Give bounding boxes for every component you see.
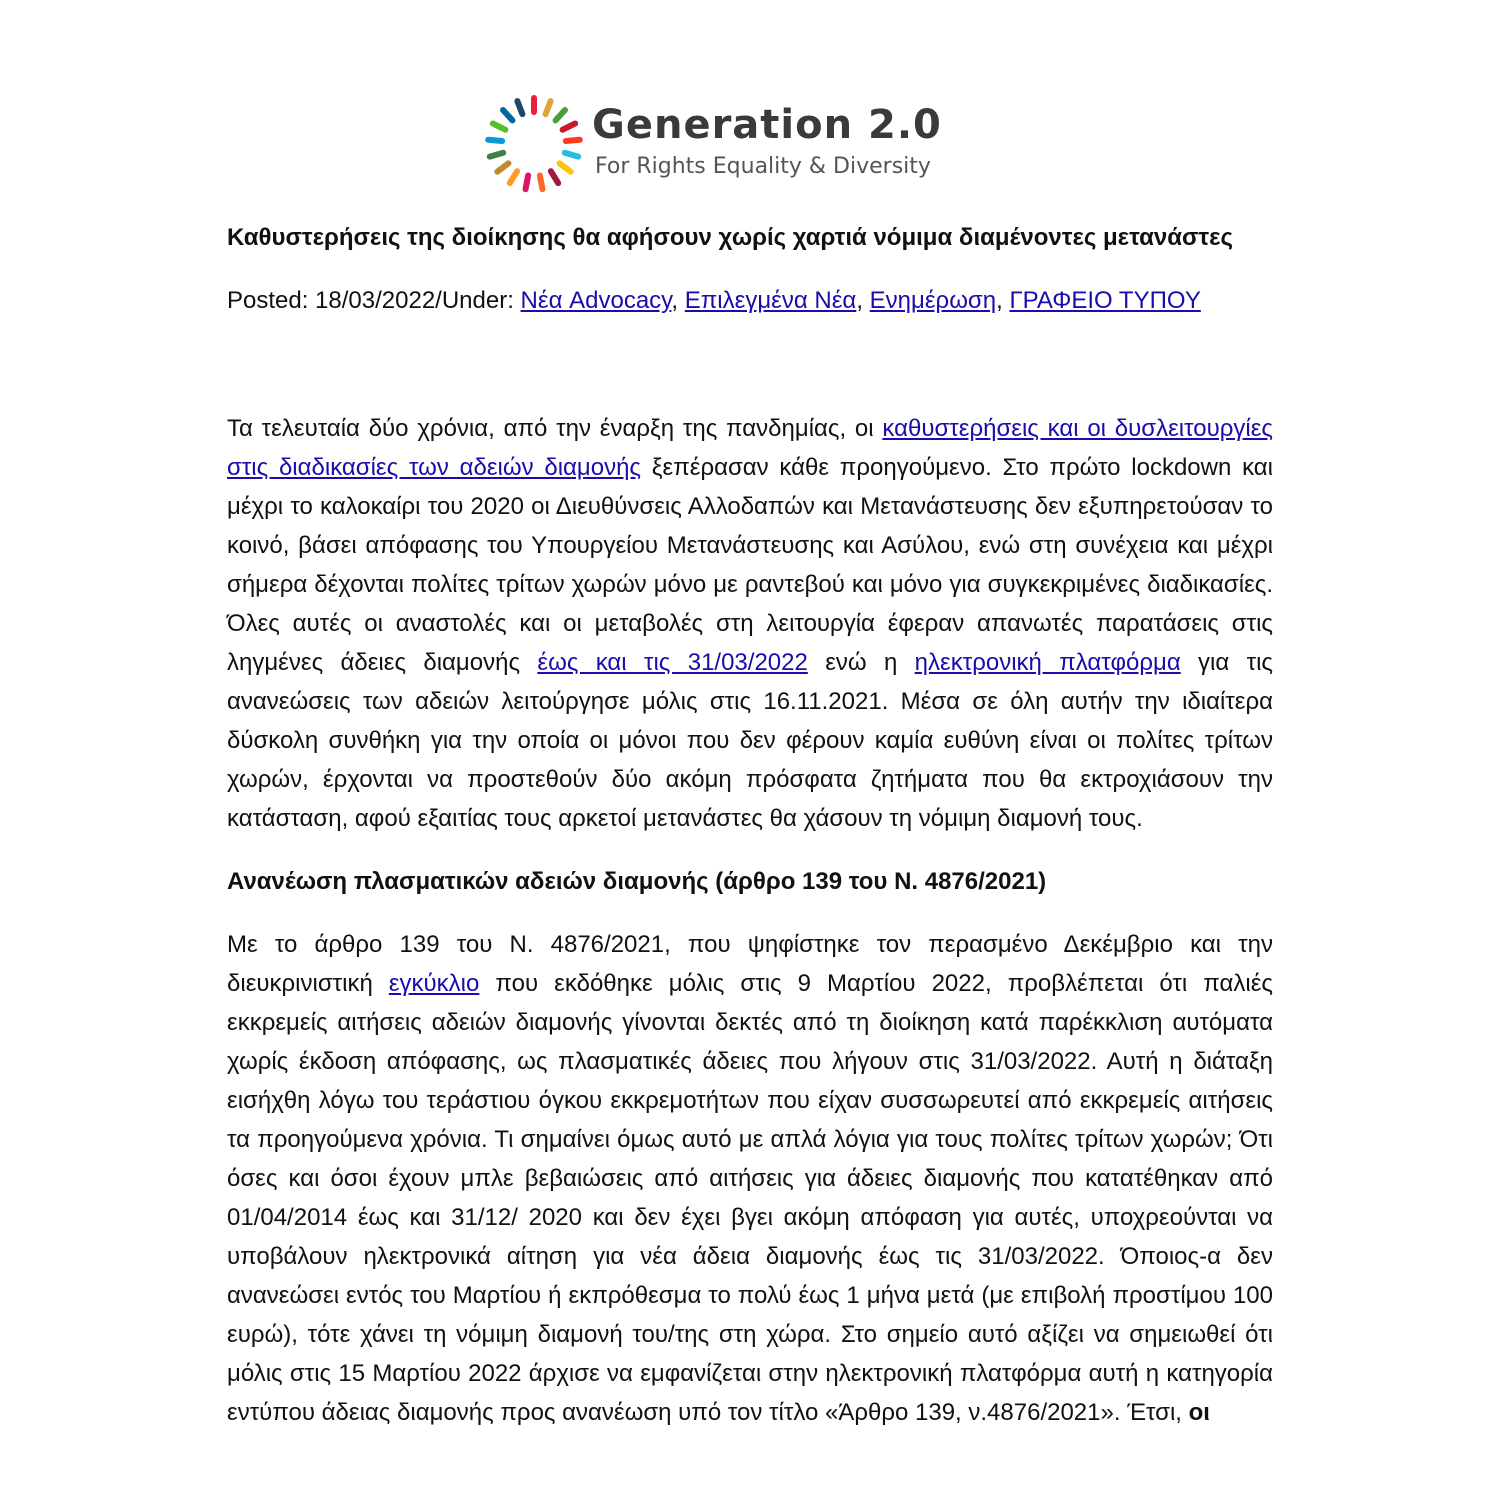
paragraph-text: για τις ανανεώσεις των αδειών λειτούργησε μόλις στις 16.11.2021. Μέσα σε όλη αυτήν την ιδιαίτερα δύσκολη συνθήκη για την οποία οι μόνοι που δεν φέρουν καμία ευθύνη είναι οι πολίτες τρίτων χωρών, έρχονται να προστεθούν δύο ακόμη πρόσφατα ζητήματα που θα εκτροχιάσουν την κατάσταση, αφού εξαιτίας τους αρκετοί μετανάστες θα χάσουν τη νόμιμη διαμονή τους.	[227, 649, 1273, 832]
category-link-advocacy[interactable]: Νέα Advocacy	[520, 287, 672, 314]
logo-ring-segment	[526, 175, 529, 189]
logo-ring-segment	[510, 171, 517, 183]
post-date: Posted: 18/03/2022/Under:	[227, 287, 521, 314]
category-link-updates[interactable]: Ενημέρωση	[869, 287, 997, 314]
logo-ring-segment	[566, 140, 580, 141]
logo-ring-segment	[490, 153, 503, 157]
article-title: Καθυστερήσεις της διοίκησης θα αφήσουν χωρίς χαρτιά νόμιμα διαμένοντες μετανάστες	[227, 224, 1233, 251]
logo-ring-segment	[551, 171, 558, 183]
post-meta	[227, 281, 1273, 320]
category-separator: ,	[671, 287, 685, 314]
link-platform[interactable]: ηλεκτρονική πλατφόρμα	[914, 649, 1181, 676]
link-deadline[interactable]: έως και τις 31/03/2022	[537, 649, 808, 676]
paragraph-text: ενώ η	[807, 649, 915, 676]
logo-ring-segment	[556, 110, 565, 120]
logo-ring-segment	[497, 163, 508, 171]
logo-ring-segment	[488, 140, 502, 141]
category-separator: ,	[856, 287, 870, 314]
link-circular[interactable]: εγκύκλιο	[388, 970, 480, 997]
paragraph-intro	[227, 409, 1273, 838]
paragraph-article-139	[227, 925, 1273, 1432]
paragraph-text: που εκδόθηκε μόλις στις 9 Μαρτίου 2022, προβλέπεται ότι παλιές εκκρεμείς αιτήσεις αδειών διαμονής γίνονται δεκτές από τη διοίκηση κατά παρέκκλιση αυτόματα χωρίς έκδοση απόφασης, ως πλασματικές άδειες που λήγουν στις 31/03/2022. Αυτή η διάταξη εισήχθη λόγω του τεράστιου όγκου εκκρεμοτήτων που είχαν συσσωρευτεί από εκκρεμείς αιτήσεις τα προηγούμενα χρόνια. Τι σημαίνει όμως αυτό με απλά λόγια για τους πολίτες τρίτων χωρών; Ότι όσες και όσοι έχουν μπλε βεβαιώσεις από αιτήσεις για άδειες διαμονής που κατατέθηκαν από 01/04/2014 έως και 31/12/ 2020 και δεν έχει βγει ακόμη απόφαση για αυτές, υποχρεούνται να υποβάλουν ηλεκτρονικά αίτηση για νέα άδεια διαμονής έως τις 31/03/2022. Όποιος-α δεν ανανεώσει εντός του Μαρτίου ή εκπρόθεσμα το πολύ έως 1 μήνα μετά (με επιβολή προστίμου 100 ευρώ), τότε χάνει τη νόμιμη διαμονή του/της στη χώρα. Στο σημείο αυτό αξίζει να σημειωθεί ότι μόλις στις 15 Μαρτίου 2022 άρχισε να εμφανίζεται στην ηλεκτρονική πλατφόρμα αυτή η κατηγορία εντύπου άδειας διαμονής προς ανανέωση υπό τον τίτλο «Άρθρο 139, ν.4876/2021». Έτσι,	[227, 970, 1273, 1426]
sdg-ring-icon	[484, 94, 584, 194]
logo-ring-segment	[563, 123, 576, 129]
logo-ring-segment	[540, 175, 543, 189]
category-link-press-office[interactable]: ΓΡΑΦΕΙΟ ΤΥΠΟΥ	[1009, 287, 1201, 314]
logo-ring-segment	[560, 163, 571, 171]
logo-title: Generation 2.0	[592, 102, 942, 148]
paragraph-text: ξεπέρασαν κάθε προηγούμενο. Στο πρώτο lockdown και μέχρι το καλοκαίρι του 2020 οι Διευθύνσεις Αλλοδαπών και Μετανάστευσης δεν εξυπηρετούσαν το κοινό, βάσει απόφασης του Υπουργείου Μετανάστευσης και Ασύλου, ενώ στη συνέχεια και μέχρι σήμερα δέχονται πολίτες τρίτων χωρών μόνο με ραντεβού και μόνο για συγκεκριμένες διαδικασίες. Όλες αυτές οι αναστολές και οι μεταβολές στη λειτουργία έφεραν απανωτές παρατάσεις στις ληγμένες άδειες διαμονής	[227, 454, 1273, 676]
generation-logo	[484, 94, 1004, 194]
section-heading: Ανανέωση πλασματικών αδειών διαμονής (άρθρο 139 του Ν. 4876/2021)	[227, 868, 1047, 895]
logo-ring-segment	[565, 153, 578, 157]
paragraph-text: Τα τελευταία δύο χρόνια, από την έναρξη της πανδημίας, οι	[227, 415, 883, 442]
logo-ring-segment	[517, 101, 522, 114]
bold-text: οι	[1188, 1399, 1210, 1426]
paragraph-text: Με το άρθρο 139 του Ν. 4876/2021, που ψηφίστηκε τον περασμένο Δεκέμβριο και την διευκρινιστική	[227, 931, 1273, 997]
logo-ring-segment	[503, 110, 512, 120]
logo-ring-segment	[546, 101, 551, 114]
logo-ring-segment	[493, 123, 506, 129]
logo-subtitle: For Rights Equality & Diversity	[595, 154, 931, 179]
article-body	[227, 218, 1273, 1432]
category-link-featured[interactable]: Επιλεγμένα Νέα	[684, 287, 857, 314]
link-delays[interactable]: καθυστερήσεις και οι δυσλειτουργίες στις διαδικασίες των αδειών διαμονής	[227, 415, 1273, 481]
category-separator: ,	[996, 287, 1010, 314]
